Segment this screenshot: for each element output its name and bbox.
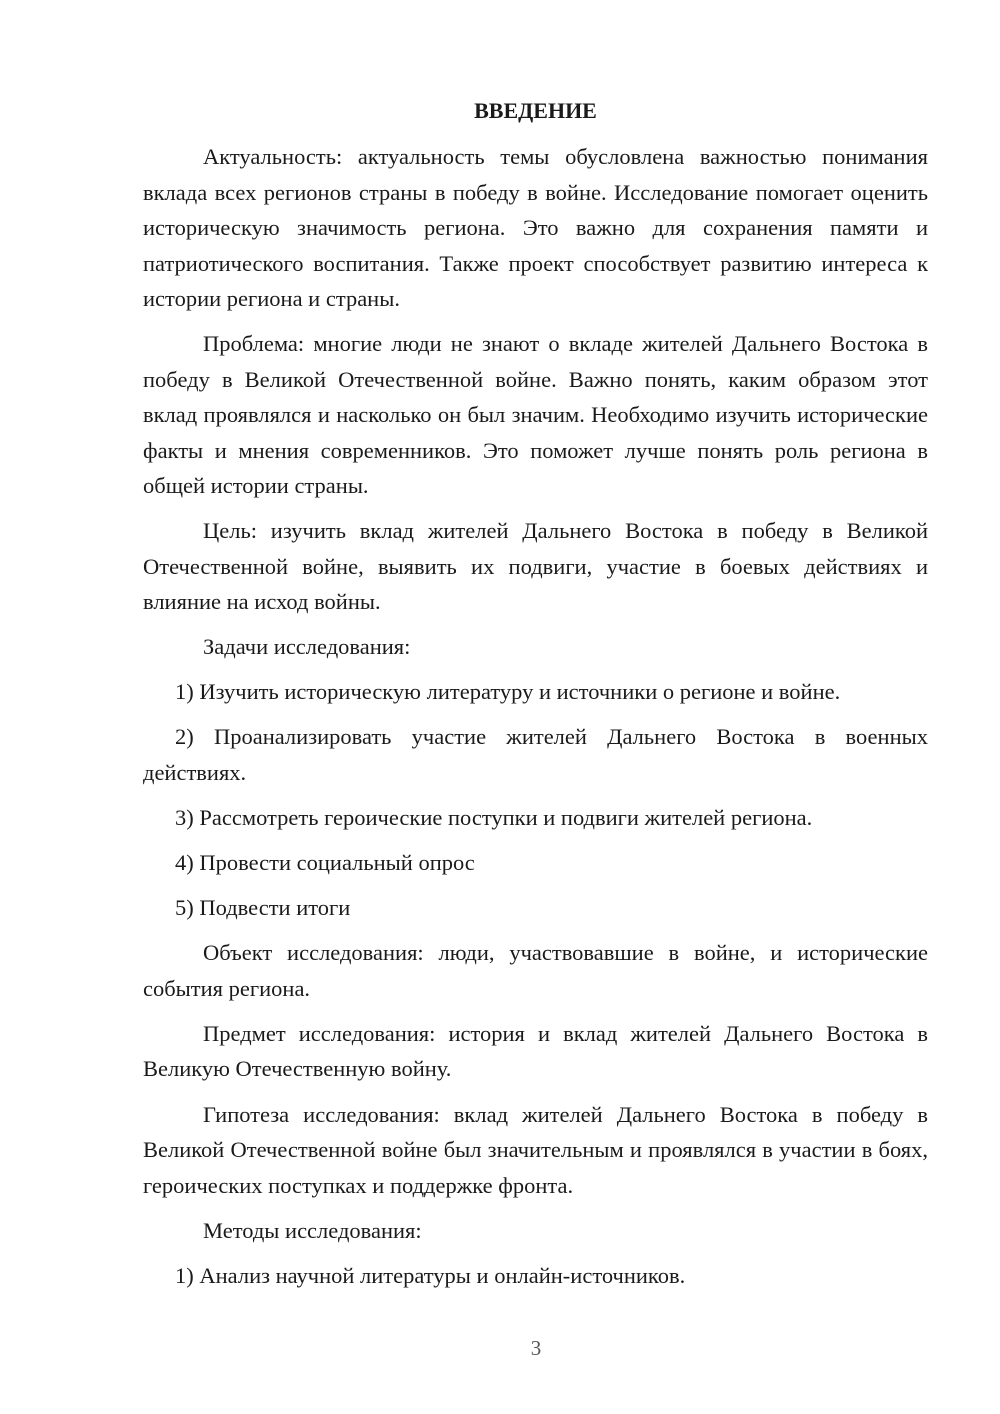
- paragraph-relevance: Актуальность: актуальность темы обусловлена важностью понимания вклада всех регионов страны в победу в войне. Исследование помогает оценить историческую значимость региона. Это важно для сохранения памяти и патриотического воспитания. Также проект способствует развитию интереса к истории региона и страны.: [143, 144, 928, 311]
- paragraph-goal: Цель: изучить вклад жителей Дальнего Востока в победу в Великой Отечественной войне, выявить их подвиги, участие в боевых действиях и влияние на исход войны.: [143, 518, 928, 615]
- methods-heading: Методы исследования:: [203, 1217, 422, 1243]
- page-content: [143, 94, 928, 1303]
- task-item: 4) Провести социальный опрос: [175, 850, 475, 876]
- method-item: 1) Анализ научной литературы и онлайн-источников.: [175, 1262, 686, 1288]
- task-item: 3) Рассмотреть героические поступки и подвиги жителей региона.: [175, 805, 813, 831]
- page-number: 3: [530, 1336, 542, 1360]
- task-item: 2) Проанализировать участие жителей Дальнего Востока в военных действиях.: [143, 724, 928, 785]
- paragraph-subject: Предмет исследования: история и вклад жителей Дальнего Востока в Великую Отечественную войну.: [143, 1020, 928, 1082]
- task-item: 5) Подвести итоги: [175, 895, 351, 921]
- task-item: 1) Изучить историческую литературу и источники о регионе и войне.: [175, 679, 841, 705]
- section-heading: ВВЕДЕНИЕ: [474, 98, 597, 123]
- paragraph-object: Объект исследования: люди, участвовавшие в войне, и исторические события региона.: [143, 940, 928, 1001]
- paragraph-problem: Проблема: многие люди не знают о вкладе жителей Дальнего Востока в победу в Великой Отечественной войне. Важно понять, каким образом этот вклад проявлялся и насколько он был значим. Необходимо изучить исторические факты и мнения современников. Это поможет лучше понять роль региона в общей истории страны.: [143, 331, 928, 499]
- paragraph-hypothesis: Гипотеза исследования: вклад жителей Дальнего Востока в победу в Великой Отечественной войне был значительным и проявлялся в участии в боях, героических поступках и поддержке фронта.: [143, 1101, 928, 1198]
- tasks-heading: Задачи исследования:: [203, 634, 411, 660]
